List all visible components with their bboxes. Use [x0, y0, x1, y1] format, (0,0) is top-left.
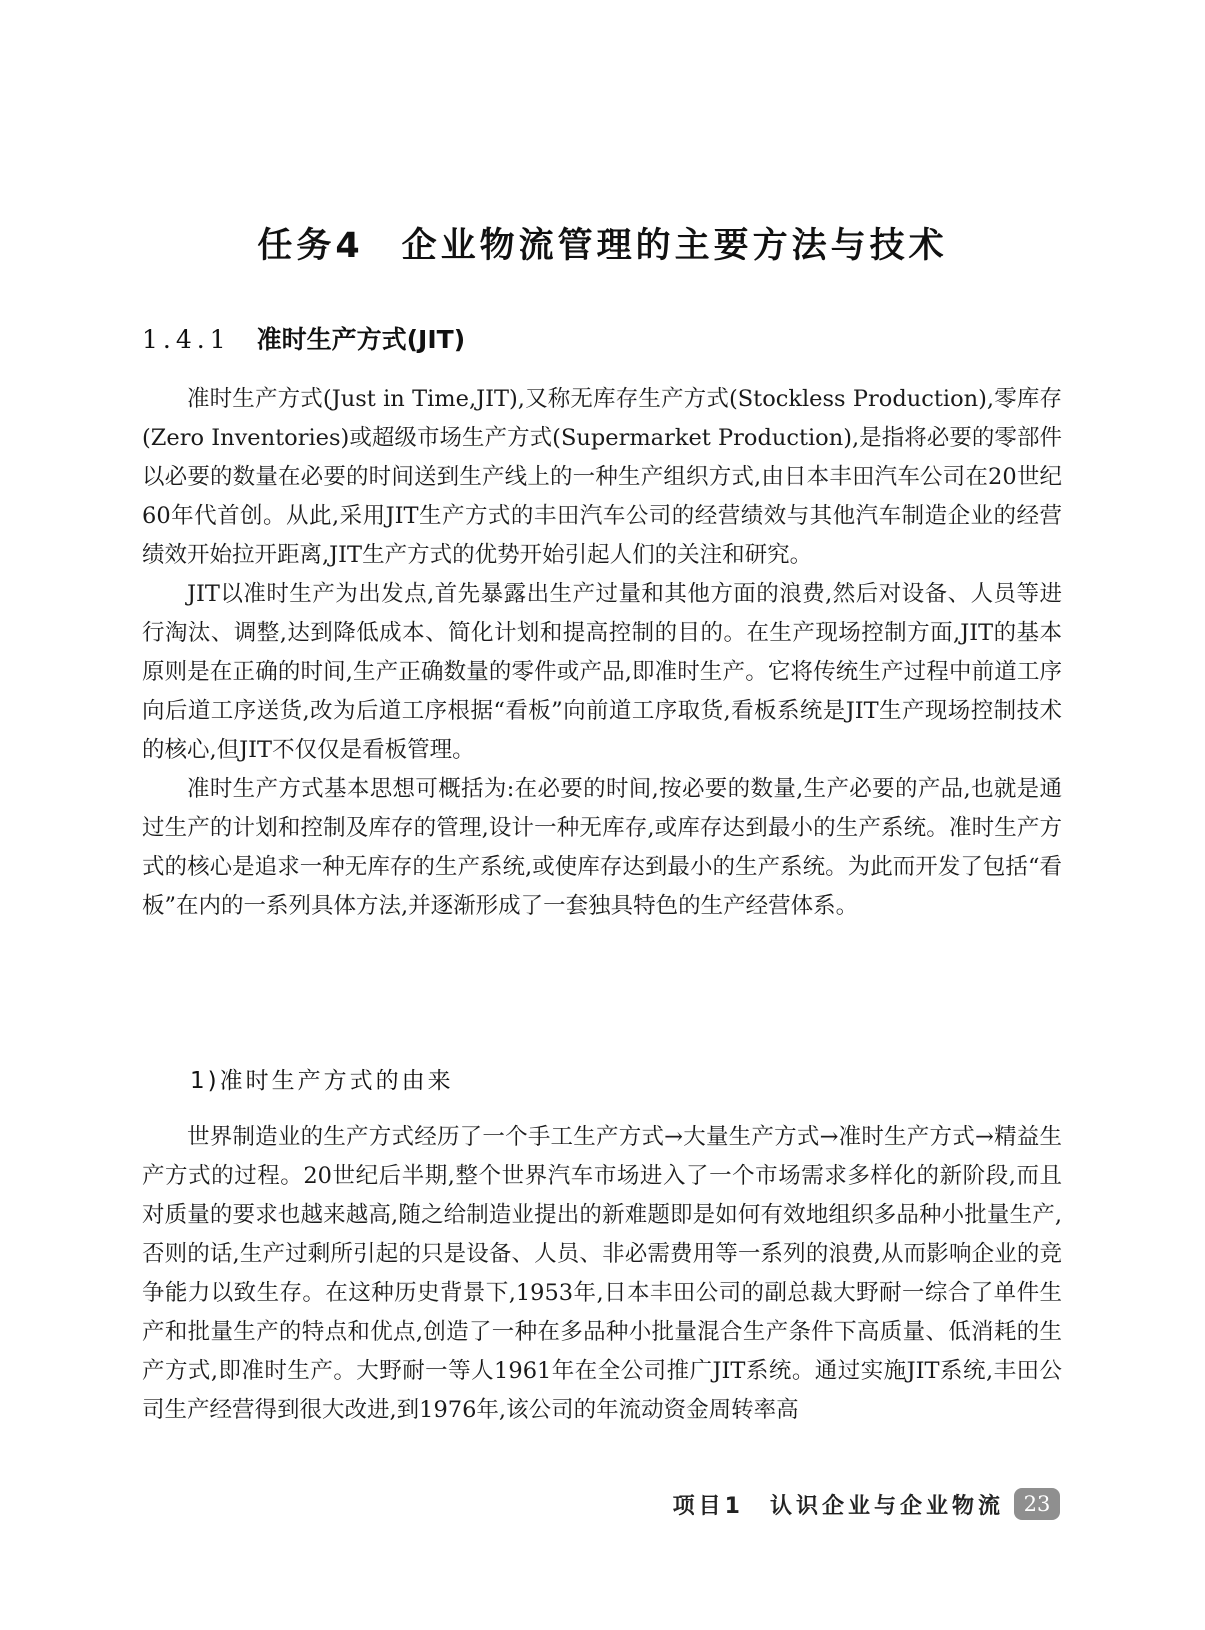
task-number: 任务4 — [257, 226, 364, 266]
page-number-badge: 23 — [1014, 1488, 1060, 1520]
section-title: 准时生产方式(JIT) — [256, 325, 466, 354]
task-title — [0, 218, 1205, 268]
footer-title: 认识企业与企业物流 — [769, 1493, 1004, 1519]
body-text-block-1 — [142, 380, 1062, 926]
section-heading — [142, 320, 465, 356]
paragraph: 准时生产方式(Just in Time,JIT),又称无库存生产方式(Stockless Production),零库存(Zero Inventories)或超级市场生产方式(Supermarket Production),是指将必要的零部件以必要的数量在必要的时间送到生产线上的一种生产组织方式,由日本丰田汽车公司在20世纪60年代首创。从此,采用JIT生产方式的丰田汽车公司的经营绩效与其他汽车制造企业的经营绩效开始拉开距离,JIT生产方式的优势开始引起人们的关注和研究。 — [142, 386, 1062, 568]
task-title-text: 企业物流管理的主要方法与技术 — [401, 226, 948, 266]
paragraph: 准时生产方式基本思想可概括为:在必要的时间,按必要的数量,生产必要的产品,也就是通过生产的计划和控制及库存的管理,设计一种无库存,或库存达到最小的生产系统。准时生产方式的核心是追求一种无库存的生产系统,或使库存达到最小的生产系统。为此而开发了包括“看板”在内的一系列具体方法,并逐渐形成了一套独具特色的生产经营体系。 — [142, 776, 1062, 919]
paragraph: 世界制造业的生产方式经历了一个手工生产方式→大量生产方式→准时生产方式→精益生产方式的过程。20世纪后半期,整个世界汽车市场进入了一个市场需求多样化的新阶段,而且对质量的要求也越来越高,随之给制造业提出的新难题即是如何有效地组织多品种小批量生产,否则的话,生产过剩所引起的只是设备、人员、非必需费用等一系列的浪费,从而影响企业的竞争能力以致生存。在这种历史背景下,1953年,日本丰田公司的副总裁大野耐一综合了单件生产和批量生产的特点和优点,创造了一种在多品种小批量混合生产条件下高质量、低消耗的生产方式,即准时生产。大野耐一等人1961年在全公司推广JIT系统。通过实施JIT系统,丰田公司生产经营得到很大改进,到1976年,该公司的年流动资金周转率高 — [142, 1124, 1062, 1423]
subsection-heading: 1)准时生产方式的由来 — [190, 1068, 454, 1094]
footer-project: 项目1 — [672, 1493, 744, 1519]
paragraph: JIT以准时生产为出发点,首先暴露出生产过量和其他方面的浪费,然后对设备、人员等进行淘汰、调整,达到降低成本、简化计划和提高控制的目的。在生产现场控制方面,JIT的基本原则是在正确的时间,生产正确数量的零件或产品,即准时生产。它将传统生产过程中前道工序向后道工序送货,改为后道工序根据“看板”向前道工序取货,看板系统是JIT生产现场控制技术的核心,但JIT不仅仅是看板管理。 — [142, 581, 1062, 763]
body-text-block-2 — [142, 1118, 1062, 1430]
section-number: 1.4.1 — [142, 325, 231, 354]
page-footer — [673, 1488, 1060, 1520]
